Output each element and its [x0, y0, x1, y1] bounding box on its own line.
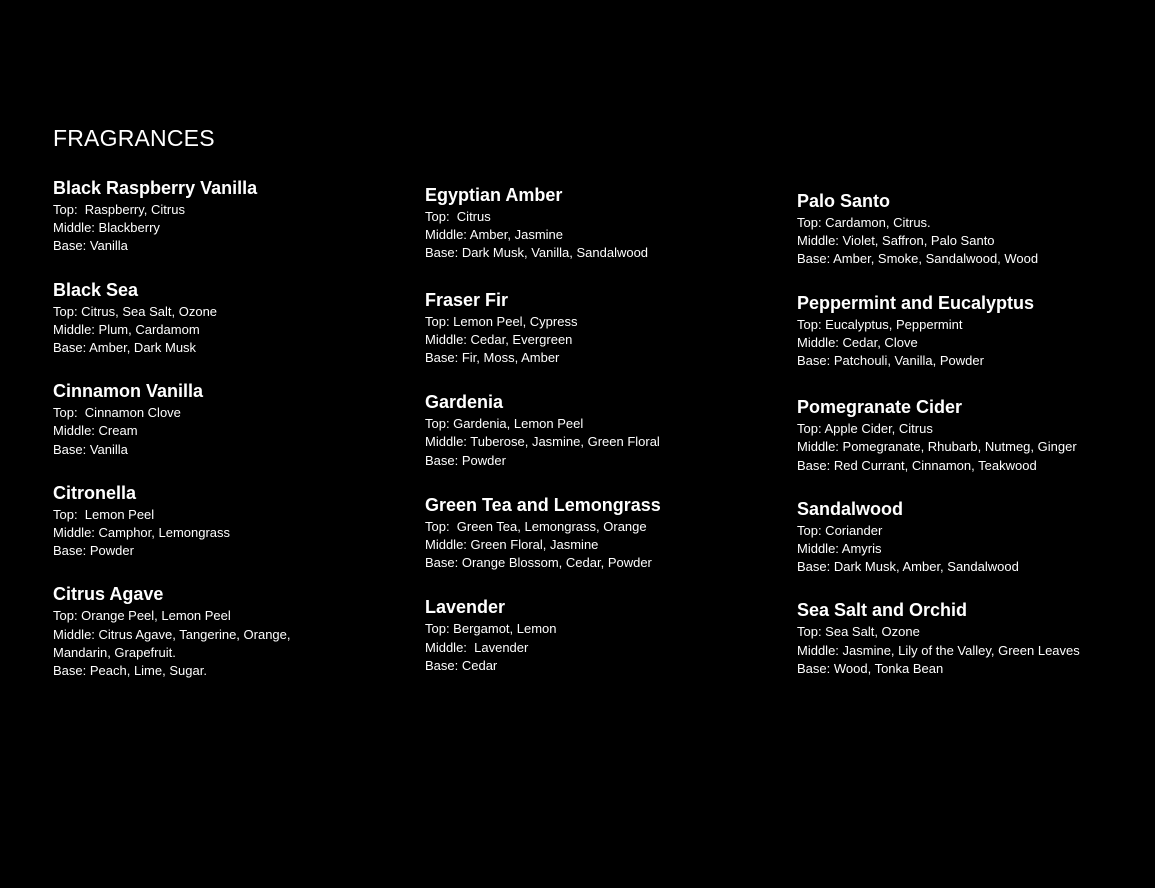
- middle-notes: Middle: Citrus Agave, Tangerine, Orange,: [53, 626, 291, 642]
- top-notes: Top: Gardenia, Lemon Peel: [425, 416, 584, 432]
- top-notes: Top: Raspberry, Citrus: [53, 202, 185, 217]
- base-notes: Base: Vanilla: [53, 238, 128, 254]
- fragrance-citronella: [53, 481, 393, 561]
- base-notes: Base: Powder: [53, 543, 134, 559]
- fragrance-name: Sea Salt and Orchid: [797, 600, 968, 621]
- middle-notes: Middle: Cedar, Evergreen: [425, 331, 573, 347]
- middle-notes-continued: Mandarin, Grapefruit.: [53, 644, 176, 660]
- fragrance-sandalwood: [797, 497, 1137, 577]
- fragrance-column-3: [797, 189, 1137, 678]
- fragrance-column-1: [53, 176, 393, 680]
- fragrance-name: Peppermint and Eucalyptus: [797, 292, 1035, 313]
- middle-notes: Middle: Green Floral, Jasmine: [425, 537, 599, 553]
- fragrance-name: Black Sea: [53, 279, 139, 300]
- base-notes: Base: Dark Musk, Amber, Sandalwood: [797, 559, 1019, 575]
- fragrance-name: Egyptian Amber: [425, 185, 563, 205]
- base-notes: Base: Wood, Tonka Bean: [797, 660, 944, 676]
- top-notes: Top: Orange Peel, Lemon Peel: [53, 608, 231, 624]
- fragrance-sea-salt-and-orchid: [797, 598, 1137, 678]
- base-notes: Base: Amber, Dark Musk: [53, 340, 197, 356]
- middle-notes: Middle: Cream: [53, 423, 138, 439]
- middle-notes: Middle: Tuberose, Jasmine, Green Floral: [425, 434, 660, 450]
- fragrance-egyptian-amber: [425, 183, 765, 263]
- base-notes: Base: Orange Blossom, Cedar, Powder: [425, 555, 652, 571]
- base-notes: Base: Cedar: [425, 657, 498, 673]
- middle-notes: Middle: Amyris: [797, 541, 882, 557]
- top-notes: Top: Citrus: [425, 209, 491, 224]
- base-notes: Base: Powder: [425, 452, 506, 468]
- fragrance-gardenia: [425, 390, 765, 470]
- middle-notes: Middle: Camphor, Lemongrass: [53, 525, 231, 541]
- fragrance-black-raspberry-vanilla: [53, 176, 393, 256]
- top-notes: Top: Sea Salt, Ozone: [797, 624, 920, 640]
- base-notes: Base: Dark Musk, Vanilla, Sandalwood: [425, 245, 649, 261]
- middle-notes: Middle: Lavender: [425, 639, 529, 655]
- middle-notes: Middle: Cedar, Clove: [797, 334, 918, 350]
- top-notes: Top: Lemon Peel: [53, 506, 155, 522]
- fragrance-name: Pomegranate Cider: [797, 397, 963, 418]
- base-notes: Base: Peach, Lime, Sugar.: [53, 663, 207, 679]
- top-notes: Top: Lemon Peel, Cypress: [425, 313, 578, 329]
- fragrance-palo-santo: [797, 189, 1137, 269]
- fragrance-green-tea-and-lemongrass: [425, 493, 765, 573]
- top-notes: Top: Bergamot, Lemon: [425, 621, 557, 637]
- fragrance-peppermint-and-eucalyptus: [797, 291, 1137, 371]
- base-notes: Base: Vanilla: [53, 441, 128, 457]
- fragrance-column-2: [425, 183, 765, 675]
- page-title: FRAGRANCES: [53, 125, 215, 151]
- middle-notes: Middle: Blackberry: [53, 220, 160, 236]
- fragrance-cinnamon-vanilla: [53, 379, 393, 459]
- middle-notes: Middle: Plum, Cardamom: [53, 321, 200, 337]
- fragrance-fraser-fir: [425, 288, 765, 368]
- fragrance-name: Cinnamon Vanilla: [53, 381, 204, 402]
- middle-notes: Middle: Pomegranate, Rhubarb, Nutmeg, Ginger: [797, 439, 1077, 455]
- top-notes: Top: Cinnamon Clove: [53, 405, 181, 421]
- top-notes: Top: Cardamon, Citrus.: [797, 215, 931, 230]
- base-notes: Base: Fir, Moss, Amber: [425, 350, 560, 366]
- base-notes: Base: Patchouli, Vanilla, Powder: [797, 353, 984, 369]
- fragrance-black-sea: [53, 278, 393, 358]
- fragrance-name: Citrus Agave: [53, 584, 164, 605]
- fragrance-pomegranate-cider: [797, 395, 1137, 475]
- middle-notes: Middle: Amber, Jasmine: [425, 227, 564, 243]
- top-notes: Top: Green Tea, Lemongrass, Orange: [425, 518, 647, 534]
- fragrance-name: Fraser Fir: [425, 289, 509, 310]
- fragrance-name: Citronella: [53, 482, 137, 503]
- fragrance-citrus-agave: [53, 582, 393, 680]
- top-notes: Top: Eucalyptus, Peppermint: [797, 316, 963, 332]
- fragrance-name: Sandalwood: [797, 498, 904, 519]
- fragrance-name: Palo Santo: [797, 191, 891, 211]
- fragrance-lavender: [425, 595, 765, 675]
- middle-notes: Middle: Violet, Saffron, Palo Santo: [797, 233, 995, 249]
- base-notes: Base: Red Currant, Cinnamon, Teakwood: [797, 457, 1037, 473]
- top-notes: Top: Citrus, Sea Salt, Ozone: [53, 303, 218, 319]
- fragrance-name: Gardenia: [425, 392, 504, 413]
- fragrance-name: Lavender: [425, 597, 506, 618]
- fragrance-name: Green Tea and Lemongrass: [425, 494, 661, 515]
- base-notes: Base: Amber, Smoke, Sandalwood, Wood: [797, 251, 1039, 267]
- fragrance-name: Black Raspberry Vanilla: [53, 178, 258, 198]
- top-notes: Top: Coriander: [797, 522, 883, 538]
- top-notes: Top: Apple Cider, Citrus: [797, 421, 933, 437]
- middle-notes: Middle: Jasmine, Lily of the Valley, Green Leaves: [797, 642, 1080, 658]
